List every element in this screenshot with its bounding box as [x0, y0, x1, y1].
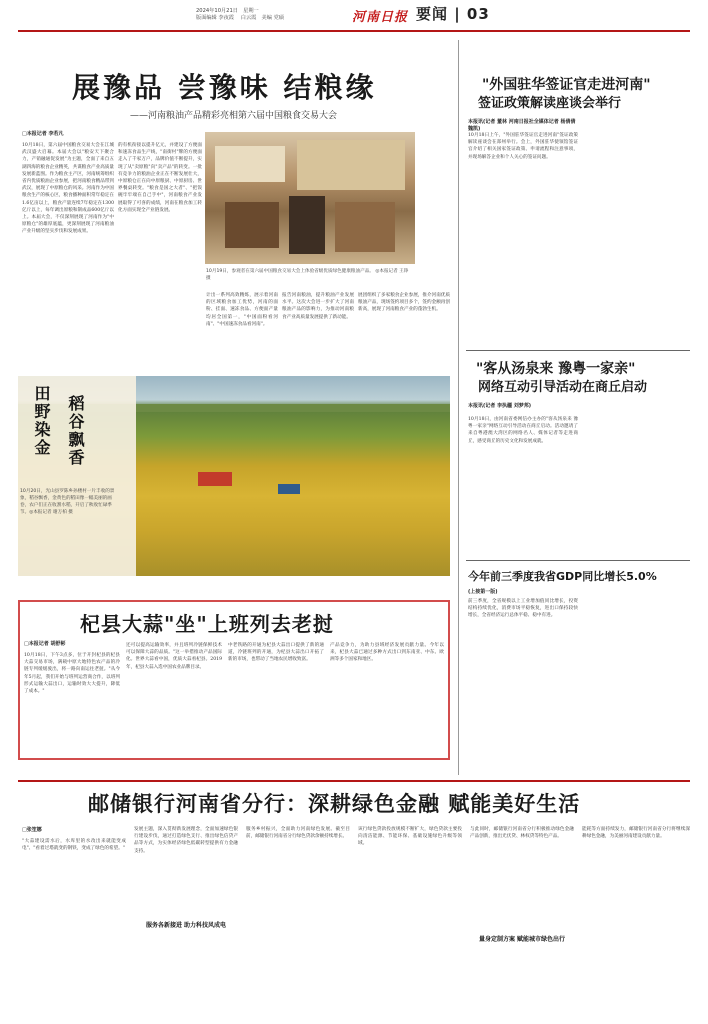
field-side-title: 田野染金: [32, 385, 51, 457]
gdp-byline: (上接第一版): [468, 589, 498, 595]
visa-headline: "外国驻华签证官走进河南": [482, 77, 651, 93]
visa-byline: 本报讯(记者 董林 河南日报社全媒体记者 杨倩倩 魏凯): [468, 119, 576, 132]
visa-column-2: [584, 118, 690, 342]
gdp-column-2: [584, 588, 690, 770]
bank-column-6: 能耗等方面持续发力，邮储银行河南省分行将继续深耕绿色金融，为美丽河南建设贡献力量。: [582, 827, 690, 840]
lead-column-5: 展团组织了多家粮食企业参展，推介河南优质粮油产品，现场签约项目多个，签约金额再创新高，展现了河南粮食产业的蓬勃生机。: [358, 293, 450, 313]
header-rule: [18, 30, 690, 32]
qi-column-3: 中老铁路的开通为杞县大蒜出口提供了新的通道，冷链班列的开通，为杞县大蒜出口开拓了新的市场，也带动了当地农民增收致富。: [228, 643, 324, 663]
guest-byline: 本报讯(记者 李执疆 刘梦邦): [468, 403, 532, 409]
qi-column-4: 产品竞争力，为助力县域经济发展贡献力量。今年以来，杞县大蒜已通过多种方式出口到东南亚、中东、欧洲等多个国家和地区。: [330, 643, 444, 663]
lead-headline: 展豫品 尝豫味 结粮缘: [72, 71, 377, 104]
expo-photo: [205, 132, 415, 264]
bank-column-2b: [134, 934, 238, 1016]
bottom-rule: [18, 780, 690, 782]
lead-column-1: 10月18日，第六届中国粮食交易大会在江城武汉盛大启幕。本届大会以"粮安天下聚合力，产销融通促发展"为主题，全面了来自五湖四海的粮食企业精英，共谋粮食产业高质量发展新蓝图。作为粮食主产区，河南统筹组织省内优质粮油企业参展，把河南粮食精品带到武汉，展现了中原粮仓的风采。河南作为中国粮食生产的核心区，粮食播种面积常年稳定在1.6亿亩以上，粮食产量连续7年稳定在1300亿斤以上，每年调出原粮和制成品600亿斤以上。本届大会，不仅深刻展现了河南作为"中原粮仓"的雄厚底蕴，更深刻展现了河南粮油产业升级的坚实步伐和发展成果。: [22, 143, 114, 235]
field-photo-caption: 10月20日，光山县罗陈乡孙楼村一片丰收的景象，稻谷飘香，金黄色的稻田像一幅美丽的画卷，农户们正在收割水稻，开启了秋收忙碌季节。◎本报记者 谢万柏 摄: [20, 489, 115, 515]
gdp-headline: 今年前三季度我省GDP同比增长5.0%: [468, 570, 657, 583]
bank-column-3: 服务乡村振兴，全面助力河南绿色发展。截至目前，邮储银行河南省分行绿色贷款余额持续增长。: [246, 827, 350, 840]
guest-headline: "客从汤泉来 豫粤一家亲": [476, 361, 636, 377]
masthead-editors: 版面编辑 李夜霞 白云霞 美编 党硕: [196, 15, 284, 21]
masthead-info: [196, 8, 346, 22]
bank-subhead-1: 服务各新接进 助力科技风成电: [145, 922, 227, 929]
bank-column-5: 与此同时，邮储银行河南省分行积极推动绿色金融产品创新，推出光伏贷、林权贷等特色产品。: [470, 827, 574, 840]
bank-headline: 邮储银行河南省分行：深耕绿色金融 赋能美好生活: [88, 792, 581, 816]
column-divider: [458, 40, 459, 775]
lead-column-6: [420, 132, 450, 288]
guest-column-2: [584, 402, 690, 552]
bank-column-2: 发展主题，深入贯彻新发展理念，全面加速绿色银行建设步伐，通过打造绿色支行、推出绿色信贷产品等方式，为实体经济绿色低碳转型提供有力金融支持。: [134, 827, 238, 854]
bank-column-1: "大蒜建设需水后，水库里的水改出来就能变成电"、"看着过塔就变的钢铁，变成了绿色的希望。": [22, 839, 126, 852]
right-rule-1: [466, 350, 690, 351]
field-side-subtitle: 稻谷飘香: [66, 395, 85, 467]
bank-subhead-2: 量身定制方案 赋能城市绿色出行: [478, 936, 566, 943]
lead-column-2: 的有机衔接以提升亿元，并建设了方便面和速冻食品生产线，"南街村"牌的方便面走入了千家万户，品牌价值不断提升，实现了从"卖原粮"向"卖产品"的转变。一批有竞争力的粮油企业正在不断发展壮大，中原粮仓正在向中原粮厨、中原厨房、世界餐桌转变。"粮食是国之大者"、"把饭碗牢牢端在自己手中"，河南粮食产业发展取得了可喜的成绩，河南在粮食加工转化方面实现全产业链发展。: [118, 143, 202, 213]
qi-county-byline: □本报记者 胡舒彬: [24, 641, 66, 647]
visa-subheadline: 签证政策解读座谈会举行: [478, 96, 622, 111]
bank-byline: □张笙娜: [22, 827, 42, 833]
lead-column-4: 报告河南粮油，提升粮油产业发展水平。这次大会进一步扩大了河南粮油产品的影响力，为推动河南粮食产业高质量发展提供了新动能。: [282, 293, 354, 320]
masthead-date: 2024年10月21日 星期一: [196, 8, 259, 14]
right-rule-2: [466, 560, 690, 561]
expo-photo-caption: 10月19日，参观者在第六届中国粮食交易大会上体验省级优质绿色健康粮油产品。 ◎本报记者 王铮 摄: [206, 269, 409, 281]
newspaper-logo: 河南日报: [352, 10, 409, 25]
section-title: 要闻 | 03: [416, 5, 490, 23]
lead-column-3: 计出一系列高效精炼，展示着河南的区域粮食加工优势，河南的面粉、挂面、速冻食品、方便面产量均居全国第一，"中国面粉看河南"、"中国速冻食品看河南"。: [206, 293, 278, 327]
qi-column-2: 还可以提高运输效率，并且班列冷链保鲜技术可以保障大蒜的品质。"这一举措推动产品国际化。世界大蒜看中国，优质大蒜看杞县。2019年，杞县大蒜入选中国农业品牌目录。: [126, 643, 222, 670]
visa-column-1: 10月18日上午，"外国驻华签证官走进河南"签证政策解读座谈会在郑州举行。会上，外国驻华使领馆签证官介绍了相关国家签证政策、申请流程和注意事项，并现场解答企业和个人关心的签证问题。: [468, 133, 578, 160]
guest-column-1: 10月18日，由河南省委网信办主办的"客从汤泉来 豫粤一家亲"网络互动引导活动在商丘启动。活动邀请了来自粤港澳大湾区的网络名人、媒体记者等走进商丘，感受商丘的历史文化和发展成就。: [468, 417, 578, 444]
lead-subheadline: ——河南粮油产品精彩亮相第六届中国粮食交易大会: [130, 111, 338, 121]
qi-column-1: 10月18日，下午3点多，位于开封杞县的杞县大蒜交易市场，满载中原大地特色农产品的冷链专列缓缓驶出，将一路向南运往老挝。"从今年5月起，我们开始与班列运营商合作，以班列形式运输大蒜出口，运输时效大大提升，降低了成本。": [24, 653, 120, 695]
bank-column-4: 该行绿色贷款投放规模不断扩大，绿色贷款主要投向清洁能源、节能环保、基础设施绿色升级等领域。: [358, 827, 462, 847]
lead-byline: □本报记者 李若凡: [22, 131, 64, 137]
guest-subheadline: 网络互动引导活动在商丘启动: [478, 380, 648, 395]
qi-county-headline: 杞县大蒜"坐"上班列去老挝: [80, 612, 334, 636]
gdp-column-1: 前三季度，全省规模以上工业增加值同比增长，投资结构持续优化，消费市场平稳恢复，进出口保持较快增长，全省经济运行总体平稳、稳中有进。: [468, 599, 578, 619]
